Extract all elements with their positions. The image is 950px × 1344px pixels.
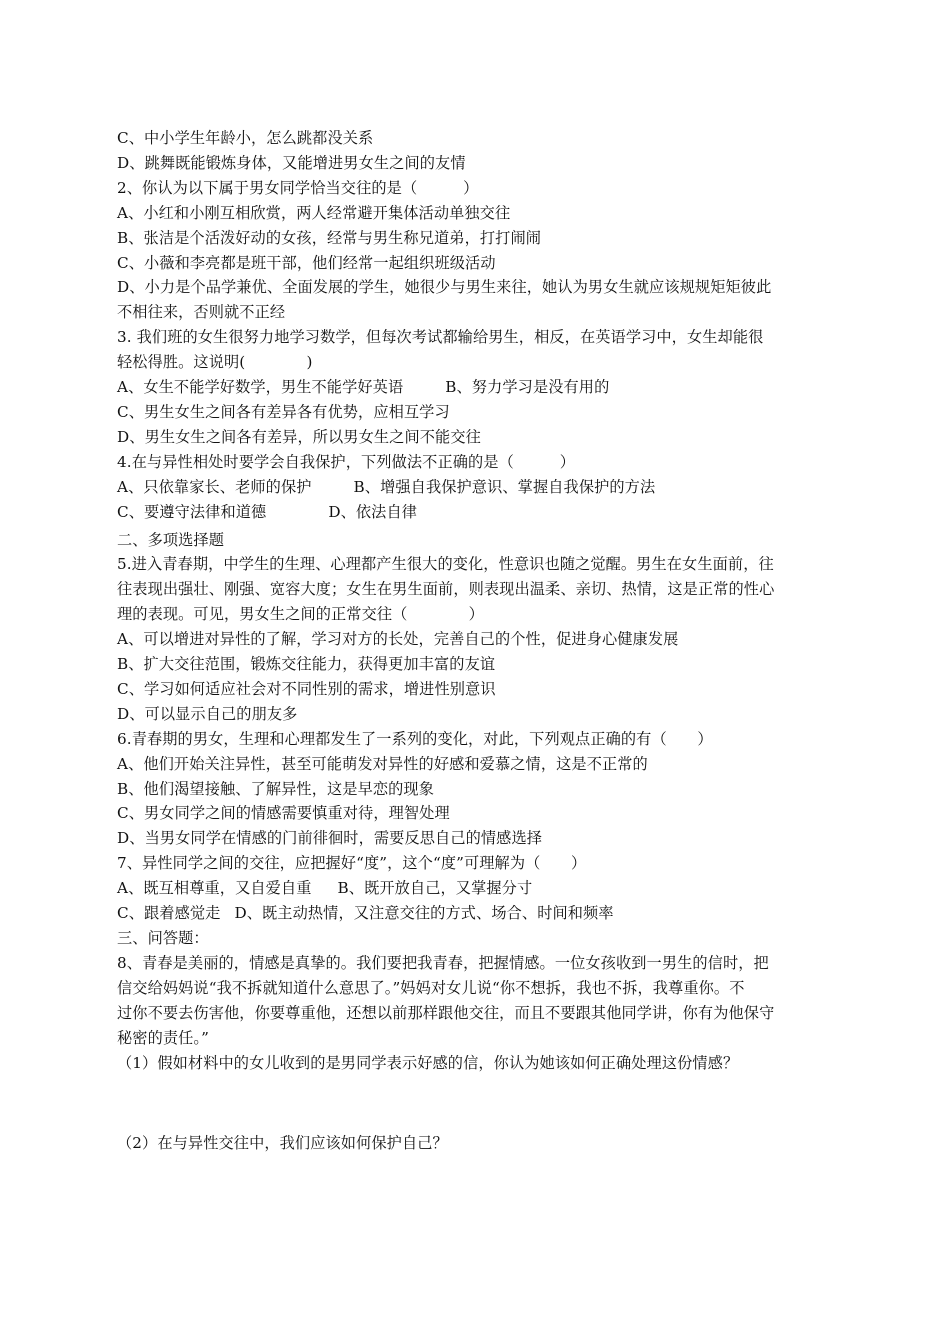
q1-option-c: C、中小学生年龄小，怎么跳都没关系 bbox=[117, 129, 374, 147]
q3-option-b: B、努力学习是没有用的 bbox=[445, 378, 610, 397]
q1-option-d: D、跳舞既能锻炼身体，又能增进男女生之间的友情 bbox=[117, 153, 466, 172]
q5-option-a: A、可以增进对异性的了解，学习对方的长处，完善自己的个性，促进身心健康发展 bbox=[117, 630, 679, 649]
question-8-line-3: 过你不要去伤害他，你要尊重他，还想以前那样跟他交往，而且不要跟其他同学讲，你有为他保守 bbox=[117, 1003, 775, 1022]
q4-option-b: B、增强自我保护意识、掌握自我保护的方法 bbox=[353, 477, 656, 496]
q3-option-a: A、女生不能学好数学，男生不能学好英语 bbox=[117, 378, 404, 397]
q4-option-d: D、依法自律 bbox=[328, 502, 418, 521]
section-3-heading: 三、问答题： bbox=[117, 929, 209, 947]
question-8-line-4: 秘密的责任。” bbox=[117, 1028, 209, 1047]
q2-option-c: C、小薇和李亮都是班干部，他们经常一起组织班级活动 bbox=[117, 253, 496, 272]
q7-option-b: B、既开放自己，又掌握分寸 bbox=[337, 879, 533, 898]
q5-option-c: C、学习如何适应社会对不同性别的需求，增进性别意识 bbox=[117, 679, 496, 698]
q3-option-c: C、男生女生之间各有差异各有优势，应相互学习 bbox=[117, 402, 450, 421]
question-6: 6.青春期的男女，生理和心理都发生了一系列的变化，对此，下列观点正确的有（ ） bbox=[117, 729, 713, 748]
question-2: 2、你认为以下属于男女同学恰当交往的是（ ） bbox=[117, 178, 479, 197]
q7-option-a: A、既互相尊重，又自爱自重 bbox=[117, 879, 312, 898]
document-content bbox=[117, 126, 839, 1156]
q4-option-a: A、只依靠家长、老师的保护 bbox=[117, 477, 312, 496]
q6-option-b: B、他们渴望接触、了解异性，这是早恋的现象 bbox=[117, 779, 435, 798]
q5-option-b: B、扩大交往范围，锻炼交往能力，获得更加丰富的友谊 bbox=[117, 655, 496, 674]
q7-option-d: D、既主动热情，又注意交往的方式、场合、时间和频率 bbox=[234, 904, 614, 923]
q5-option-d: D、可以显示自己的朋友多 bbox=[117, 704, 298, 723]
q3-option-d: D、男生女生之间各有差异，所以男女生之间不能交往 bbox=[117, 427, 481, 446]
q7-option-c: C、跟着感觉走 bbox=[117, 904, 221, 923]
q2-option-a: A、小红和小刚互相欣赏，两人经常避开集体活动单独交往 bbox=[117, 203, 511, 222]
q6-option-a: A、他们开始关注异性，甚至可能萌发对异性的好感和爱慕之情，这是不正常的 bbox=[117, 754, 648, 773]
q7-options-cd bbox=[117, 901, 839, 926]
question-7: 7、异性同学之间的交往，应把握好“度”，这个“度”可理解为（ ） bbox=[117, 854, 587, 873]
question-8-line-1: 8、青春是美丽的，情感是真挚的。我们要把我青春，把握情感。一位女孩收到一男生的信时，把 bbox=[117, 953, 769, 972]
q8-subquestion-2: （2）在与异性交往中，我们应该如何保护自己？ bbox=[117, 1134, 448, 1153]
question-5-line-2: 往表现出强壮、刚强、宽容大度；女生在男生面前，则表现出温柔、亲切、热情，这是正常的性心 bbox=[117, 580, 775, 599]
question-3-line-1: 3. 我们班的女生很努力地学习数学，但每次考试都输给男生，相反，在英语学习中，女生却能很 bbox=[117, 328, 764, 347]
q4-options-cd bbox=[117, 500, 839, 525]
answer-space bbox=[117, 1075, 839, 1131]
q6-option-c: C、男女同学之间的情感需要慎重对待，理智处理 bbox=[117, 804, 450, 823]
question-4: 4.在与异性相处时要学会自我保护，下列做法不正确的是（ ） bbox=[117, 452, 576, 471]
q6-option-d: D、当男女同学在情感的门前徘徊时，需要反思自己的情感选择 bbox=[117, 829, 543, 848]
q3-options-ab bbox=[117, 375, 839, 400]
question-8-line-2: 信交给妈妈说“我不拆就知道什么意思了。”妈妈对女儿说“你不想拆，我也不拆，我尊重你。不 bbox=[117, 978, 745, 997]
q7-options-ab bbox=[117, 876, 839, 901]
question-5-line-1: 5.进入青春期，中学生的生理、心理都产生很大的变化，性意识也随之觉醒。男生在女生面前，往 bbox=[117, 555, 774, 574]
q8-subquestion-1: （1）假如材料中的女儿收到的是男同学表示好感的信，你认为她该如何正确处理这份情感？ bbox=[117, 1053, 739, 1072]
q2-option-b: B、张洁是个活泼好动的女孩，经常与男生称兄道弟，打打闹闹 bbox=[117, 228, 542, 247]
q4-options-ab bbox=[117, 475, 839, 500]
q2-option-d-line-2: 不相往来，否则就不正经 bbox=[117, 303, 286, 322]
question-3-line-2: 轻松得胜。这说明( ) bbox=[117, 353, 313, 372]
section-2-heading: 二、多项选择题 bbox=[117, 530, 225, 549]
question-5-line-3: 理的表现。可见，男女生之间的正常交往（ ） bbox=[117, 605, 484, 624]
q4-option-c: C、要遵守法律和道德 bbox=[117, 502, 267, 521]
q2-option-d-line-1: D、小力是个品学兼优、全面发展的学生，她很少与男生来往，她认为男女生就应该规规矩矩彼此 bbox=[117, 278, 772, 297]
